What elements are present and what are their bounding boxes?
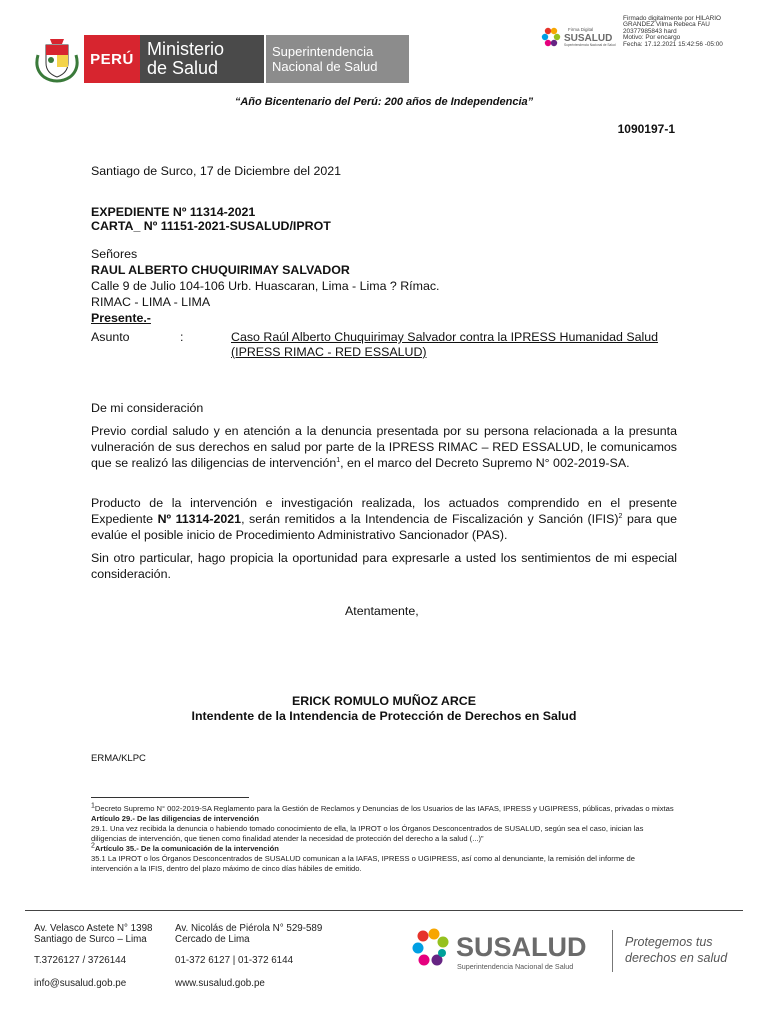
sis-line2: Nacional de Salud — [272, 59, 378, 74]
footer-address-2: Av. Nicolás de Piérola N° 529-589 Cercado de Lima — [175, 923, 323, 945]
tagline-divider — [612, 930, 613, 972]
closing: Atentamente, — [345, 604, 419, 618]
footer-website[interactable]: www.susalud.gob.pe — [175, 978, 265, 989]
footer-phone-2: 01-372 6127 | 01-372 6144 — [175, 955, 294, 966]
greeting: De mi consideración — [91, 401, 204, 415]
susalud-flower-icon — [542, 28, 560, 46]
document-code: 1090197-1 — [617, 122, 675, 136]
digital-signature-text — [623, 16, 763, 48]
signature-logo-text: SUSALUD — [564, 33, 613, 44]
signature-line: GRANDEZ Vilma Rebeca FAU — [623, 21, 710, 29]
peru-label: PERÚ — [90, 50, 134, 68]
signature-line: 20377985843 hard — [623, 27, 677, 35]
peru-logo-box — [84, 35, 140, 83]
recipient-address2: RIMAC - LIMA - LIMA — [91, 295, 211, 309]
footnote-2: $^2$Artículo 35.- De la comunicación de la intervención — [91, 842, 279, 853]
footnote-ref-1: 1 — [336, 456, 341, 464]
peru-coat-of-arms-icon — [34, 35, 80, 83]
sis-logo-box — [264, 35, 409, 83]
footer-logo-text: SUSALUD — [456, 932, 587, 962]
footer-email[interactable]: info@susalud.gob.pe — [34, 978, 127, 989]
signature-line: Fecha: 17.12.2021 15:42:56 -05:00 — [623, 40, 723, 48]
art29-title: Artículo 29.- De las diligencias de intervención — [91, 814, 259, 823]
minsa-line2: de Salud — [147, 58, 219, 78]
art35-text: 35.1 La IPROT o los Órganos Desconcentrados de SUSALUD comunican a la IAFAS, IPRESS o UGIPRESS, así como al denunciante, la remisión del informe de intervención a la IFIS, dentro del plazo máximo de cinco días hábiles de emitido. — [91, 854, 635, 873]
place-date: Santiago de Surco, 17 de Diciembre del 2021 — [91, 164, 342, 178]
recipient-block — [91, 246, 677, 326]
footer-address-1: Av. Velasco Astete N° 1398 Santiago de Surco – Lima — [34, 923, 153, 945]
minsa-logo-box — [140, 35, 264, 83]
footnote-ref-2: 2 — [618, 512, 623, 520]
asunto-text: Caso Raúl Alberto Chuquirimay Salvador contra la IPRESS Humanidad Salud (IPRESS RIMAC - RED ESSALUD) — [231, 330, 659, 359]
year-motto: “Año Bicentenario del Perú: 200 años de Independencia” — [234, 96, 534, 108]
paragraph-1: Previo cordial saludo y en atención a la denuncia presentada por su persona relacionada a la presunta vulneración de sus derechos en salud por parte de la IPRESS RIMAC – RED ESSALUD, le comunicamos que se realizó las diligencias de intervención$^1$, en el marco del Decreto Supremo N° 002-2019-SA. — [91, 424, 677, 470]
signature-logo-sub: Superintendencia Nacional de Salud — [564, 43, 616, 47]
footer-phone-1: T.3726127 / 3726144 — [34, 955, 127, 966]
carta-number: CARTA_ Nº 11151-2021-SUSALUD/IPROT — [91, 219, 331, 233]
expediente-number: EXPEDIENTE Nº 11314-2021 — [91, 205, 256, 219]
asunto-colon: : — [180, 330, 184, 344]
sis-line1: Superintendencia — [272, 44, 374, 59]
susalud-flower-icon — [413, 929, 449, 966]
footnotes — [91, 804, 677, 874]
tagline: Protegemos tus derechos en salud — [625, 935, 728, 965]
susalud-footer-logo — [412, 926, 602, 974]
salutation: Señores — [91, 247, 138, 261]
presente-label: Presente.- — [91, 311, 151, 325]
recipient-address1: Calle 9 de Julio 104-106 Urb. Huascaran, Lima - Lima ? Rímac. — [91, 279, 440, 293]
footnote-divider — [91, 797, 249, 798]
susalud-signature-logo — [540, 22, 620, 52]
signer-name: ERICK ROMULO MUÑOZ ARCE — [291, 694, 476, 708]
footer-logo-sub: Superintendencia Nacional de Salud — [457, 962, 574, 971]
minsa-line1: Ministerio — [147, 39, 225, 59]
art29-text: 29.1. Una vez recibida la denuncia o habiendo tomado conocimiento de ella, la IPROT o los Órganos Desconcentrados de SUSALUD, según sea el caso, inician las diligencias de intervención, que tienen como finalidad atender la necesidad de protección del derecho a la salud (...)” — [91, 824, 644, 843]
signature-line: Firmado digitalmente por HILARIO — [623, 15, 722, 22]
paragraph-2: Producto de la intervención e investigación realizada, los actuados comprendido en el presente Expediente Nº 11314-2021, serán remitidos a la Intendencia de Fiscalización y Sanción (IFIS)$^2$ para que evalúe el posible inicio de Procedimiento Administrativo Sancionador (PAS). — [91, 496, 678, 542]
footnote-1: $^1$Decreto Supremo N° 002-2019-SA Reglamento para la Gestión de Reclamos y Denuncias de los Usuarios de las IAFAS, IPRESS y UGIPRESS, públicas, privadas o mixtas — [91, 802, 674, 813]
asunto-label: Asunto — [91, 330, 130, 344]
signature-line: Motivo: Por encargo — [623, 34, 681, 42]
paragraph-3: Sin otro particular, hago propicia la oportunidad para expresarle a usted los sentimientos de mi especial consideración. — [91, 551, 677, 581]
signer-title: Intendente de la Intendencia de Protección de Derechos en Salud — [191, 709, 577, 723]
footer-divider — [25, 910, 743, 911]
recipient-name: RAUL ALBERTO CHUQUIRIMAY SALVADOR — [91, 263, 350, 277]
initials: ERMA/KLPC — [91, 753, 146, 764]
firma-digital-label: Firma Digital — [568, 27, 594, 32]
